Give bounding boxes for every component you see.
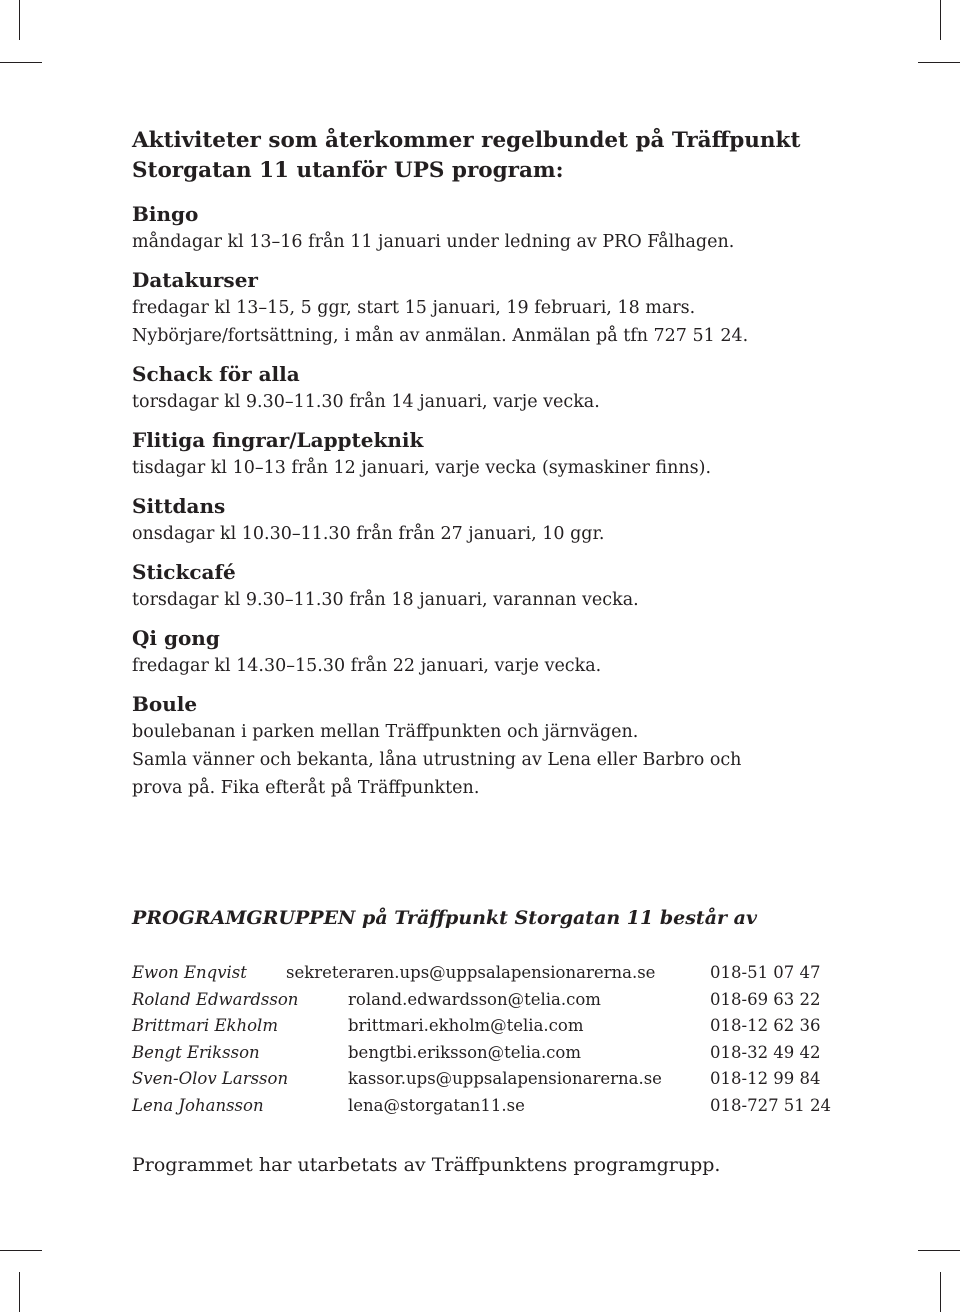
member-email: sekreteraren.ups@uppsalapensionarerna.se [286,963,656,982]
activity-detail: fredagar kl 14.30–15.30 från 22 januari, varje vecka. [132,656,602,676]
member-row [132,1013,852,1040]
member-phone: 018-51 07 47 [710,963,821,982]
member-row [132,987,852,1014]
heading-line: Aktiviteter som återkommer regelbundet på Träffpunkt [132,128,801,153]
member-email: kassor.ups@uppsalapensionarerna.se [348,1069,662,1089]
activity-detail: torsdagar kl 9.30–11.30 från 14 januari, varje vecka. [132,392,600,412]
activity-detail: torsdagar kl 9.30–11.30 från 18 januari, varannan vecka. [132,590,639,610]
activity-title: Datakurser [132,268,258,292]
member-phone: 018-69 63 22 [710,989,821,1009]
activity-item [132,690,892,802]
member-email: brittmari.ekholm@telia.com [348,1016,584,1036]
activity-detail: boulebanan i parken mellan Träffpunkten och järnvägen. [132,722,639,742]
member-phone: 018-12 99 84 [710,1069,821,1089]
activity-item [132,426,892,482]
member-phone: 018-12 62 36 [710,1016,821,1036]
activity-title: Boule [132,692,198,716]
activity-detail: Nybörjare/fortsättning, i mån av anmälan. Anmälan på tfn 727 51 24. [132,326,749,346]
activity-title: Stickcafé [132,560,236,584]
member-row [132,1066,852,1093]
page-heading [132,126,892,186]
crop-mark [918,1250,960,1251]
member-name: Lena Johansson [132,1095,264,1115]
member-phone: 018-727 51 24 [710,1095,832,1115]
crop-mark [918,62,960,63]
activity-item [132,360,892,416]
activity-item [132,558,892,614]
activity-detail: fredagar kl 13–15, 5 ggr, start 15 januari, 19 februari, 18 mars. [132,298,696,318]
member-name: Roland Edwardsson [132,989,299,1009]
activity-detail: Samla vänner och bekanta, låna utrustning av Lena eller Barbro och [132,750,742,770]
activity-title: Flitiga fingrar/Lappteknik [132,428,424,452]
activity-title: Qi gong [132,626,220,650]
member-name: Ewon Enqvist [132,963,247,982]
heading-line: Storgatan 11 utanför UPS program: [132,158,564,183]
activity-item [132,492,892,548]
activity-list [132,200,892,802]
member-row [132,1093,852,1120]
activity-detail: måndagar kl 13–16 från 11 januari under ledning av PRO Fålhagen. [132,232,735,252]
activity-title: Sittdans [132,494,226,518]
activity-detail: onsdagar kl 10.30–11.30 från från 27 januari, 10 ggr. [132,524,605,544]
member-phone: 018-32 49 42 [710,1042,821,1062]
activity-item [132,624,892,680]
crop-mark [19,0,20,40]
member-email: roland.edwardsson@telia.com [348,989,601,1009]
member-row [132,1040,852,1067]
activity-item [132,200,892,256]
member-name: Sven-Olov Larsson [132,1069,289,1089]
activity-detail: prova på. Fika efteråt på Träffpunkten. [132,778,480,798]
activities-section [132,126,892,812]
footer-note: Programmet har utarbetats av Träffpunktens programgrupp. [132,1154,721,1176]
activity-detail: tisdagar kl 10–13 från 12 januari, varje vecka (symaskiner finns). [132,458,712,478]
member-name: Brittmari Ekholm [132,1016,278,1036]
crop-mark [940,1272,941,1312]
crop-mark [0,1250,42,1251]
activity-title: Bingo [132,202,199,226]
activity-title: Schack för alla [132,362,300,386]
activity-item [132,266,892,350]
crop-mark [940,0,941,40]
member-email: bengtbi.eriksson@telia.com [348,1042,582,1062]
group-title: PROGRAMGRUPPEN på Träffpunkt Storgatan 11 består av [132,907,757,929]
crop-mark [19,1272,20,1312]
crop-mark [0,62,42,63]
member-row [132,960,852,987]
member-list [132,960,852,1120]
member-email: lena@storgatan11.se [348,1095,525,1115]
member-name: Bengt Eriksson [132,1042,260,1062]
